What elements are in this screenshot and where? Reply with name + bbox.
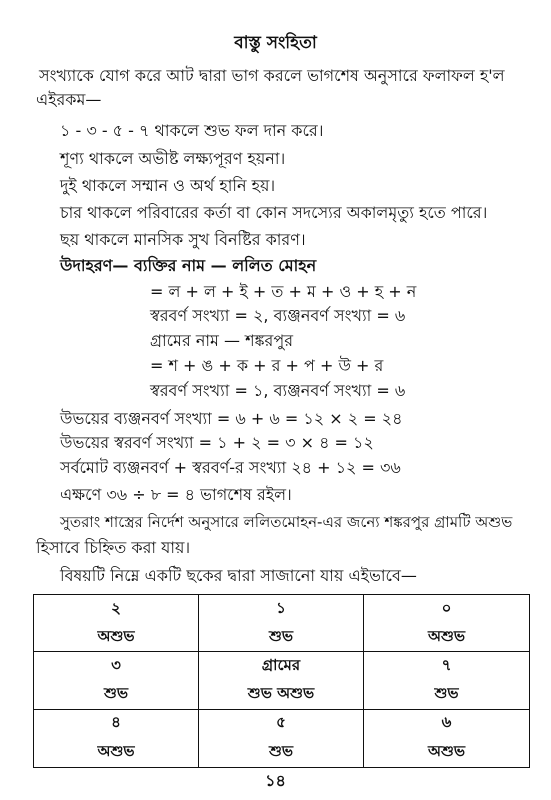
rule-line: চার থাকলে পরিবারের কর্তা বা কোন সদস্যের অকালমৃত্যু হতে পারে। [60, 203, 488, 222]
cell-number: ৭ [441, 655, 452, 674]
rule-line: ছয় থাকলে মানসিক সুখ বিনষ্টির কারণ। [60, 230, 306, 249]
cell-number: ০ [441, 598, 452, 617]
cell-number: ৩ [111, 655, 121, 674]
cell-label: অশুভ [97, 742, 135, 761]
equation-line: = ল + ল + ই + ত + ম + ও + হ + ন [150, 282, 417, 301]
equation-line: উভয়ের স্বরবর্ণ সংখ্যা = ১ + ২ = ৩ × ৪ = ১২ [60, 433, 374, 452]
example-heading: উদাহরণ— ব্যক্তির নাম — ললিত মোহন [60, 256, 317, 275]
page-number: ১৪ [265, 771, 286, 790]
equation-line: = শ + ঙ + ক + র + প + উ + র [150, 356, 384, 375]
equation-line: সর্বমোট ব্যঞ্জনবর্ণ + স্বরবর্ণ-র সংখ্যা ২৪ + ১২ = ৩৬ [60, 458, 401, 477]
grid-cell [364, 652, 529, 709]
cell-number: গ্রামের [261, 655, 301, 674]
equation-line: স্বরবর্ণ সংখ্যা = ১, ব্যঞ্জনবর্ণ সংখ্যা = ৬ [150, 381, 406, 400]
equation-line: এক্ষণে ৩৬ ÷ ৮ = ৪ ভাগশেষ রইল। [60, 485, 292, 504]
grid-cell [34, 595, 199, 652]
cell-number: ৪ [111, 713, 121, 732]
cell-label: শুভ [434, 684, 459, 703]
grid-cell [34, 652, 199, 709]
cell-label: শুভ [103, 684, 129, 703]
rule-line: দুই থাকলে সম্মান ও অর্থ হানি হয়। [60, 176, 276, 195]
equation-line: স্বরবর্ণ সংখ্যা = ২, ব্যঞ্জনবর্ণ সংখ্যা = ৬ [150, 306, 406, 325]
cell-label: শুভ অশুভ [247, 684, 315, 703]
rule-line: ১ - ৩ - ৫ - ৭ থাকলে শুভ ফল দান করে। [60, 121, 324, 140]
paragraph-line: হিসাবে চিহ্নিত করা যায়। [36, 538, 191, 557]
equation-line: উভয়ের ব্যঞ্জনবর্ণ সংখ্যা = ৬ + ৬ = ১২ × ২ = ২৪ [60, 409, 403, 428]
paragraph-line: বিষয়টি নিম্নে একটি ছকের দ্বারা সাজানো যায় এইভাবে— [60, 566, 417, 585]
grid-cell [364, 710, 529, 767]
grid-cell-center [199, 652, 364, 709]
cell-number: ১ [276, 598, 286, 617]
grid-cell [199, 710, 364, 767]
cell-label: শুভ [268, 626, 294, 645]
paragraph-line: এইরকম— [36, 90, 102, 109]
cell-label: শুভ [268, 742, 294, 761]
running-header: বাস্তু সংহিতা [234, 33, 317, 53]
paragraph-line: সংখ্যাকে যোগ করে আট দ্বারা ভাগ করলে ভাগশেষ অনুসারে ফলাফল হ'ল [39, 66, 505, 85]
cell-label: অশুভ [97, 626, 135, 645]
rule-line: শূণ্য থাকলে অভীষ্ট লক্ষ্যপূরণ হয়না। [60, 149, 286, 168]
cell-label: অশুভ [427, 626, 466, 645]
cell-number: ২ [111, 598, 121, 617]
grid-cell [199, 595, 364, 652]
cell-number: ৫ [276, 713, 286, 732]
grid-cell [364, 595, 529, 652]
result-grid [33, 594, 530, 768]
paragraph-line: সুতরাং শাস্ত্রের নির্দেশ অনুসারে ললিতমোহন-এর জন্যে শঙ্করপুর গ্রামটি অশুভ [60, 513, 513, 531]
cell-label: অশুভ [427, 742, 466, 761]
equation-line: গ্রামের নাম — শঙ্করপুর [150, 331, 294, 350]
cell-number: ৬ [441, 713, 452, 732]
grid-cell [34, 710, 199, 767]
